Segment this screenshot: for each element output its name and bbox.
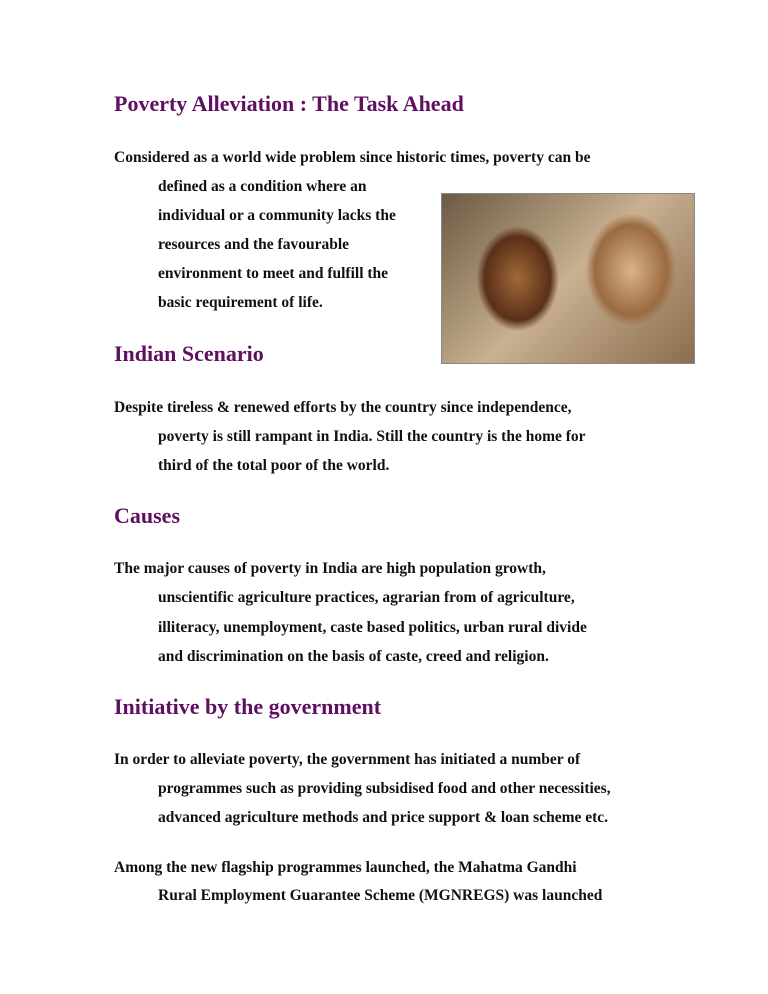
paragraph-line: illiteracy, unemployment, caste based politics, urban rural divide [158,619,587,636]
paragraph-line: basic requirement of life. [158,294,323,311]
paragraph-line: programmes such as providing subsidised food and other necessities, [158,780,611,797]
paragraph-line: poverty is still rampant in India. Still the country is the home for [158,428,586,445]
paragraph-line: Rural Employment Guarantee Scheme (MGNREGS) was launched [158,887,603,904]
paragraph-line: The major causes of poverty in India are high population growth, [114,560,546,577]
paragraph-line: Despite tireless & renewed efforts by the country since independence, [114,399,572,416]
heading-causes: Causes [114,503,181,528]
heading-initiative: Initiative by the government [114,694,382,719]
paragraph-line: individual or a community lacks the [158,207,396,224]
paragraph-line: and discrimination on the basis of caste, creed and religion. [158,648,549,665]
paragraph-line: defined as a condition where an [158,178,367,195]
paragraph-line: Considered as a world wide problem since historic times, poverty can be [114,149,591,166]
heading-poverty-alleviation: Poverty Alleviation : The Task Ahead [114,91,464,116]
paragraph-line: resources and the favourable [158,236,350,253]
paragraph-line: third of the total poor of the world. [158,457,390,474]
paragraph-line: environment to meet and fulfill the [158,265,389,282]
paragraph-line: In order to alleviate poverty, the government has initiated a number of [114,751,581,768]
children-photo [441,193,695,364]
paragraph-line: unscientific agriculture practices, agrarian from of agriculture, [158,589,575,606]
paragraph-line: advanced agriculture methods and price support & loan scheme etc. [158,809,609,826]
paragraph-line: Among the new flagship programmes launched, the Mahatma Gandhi [114,859,577,876]
heading-indian-scenario: Indian Scenario [114,341,264,366]
